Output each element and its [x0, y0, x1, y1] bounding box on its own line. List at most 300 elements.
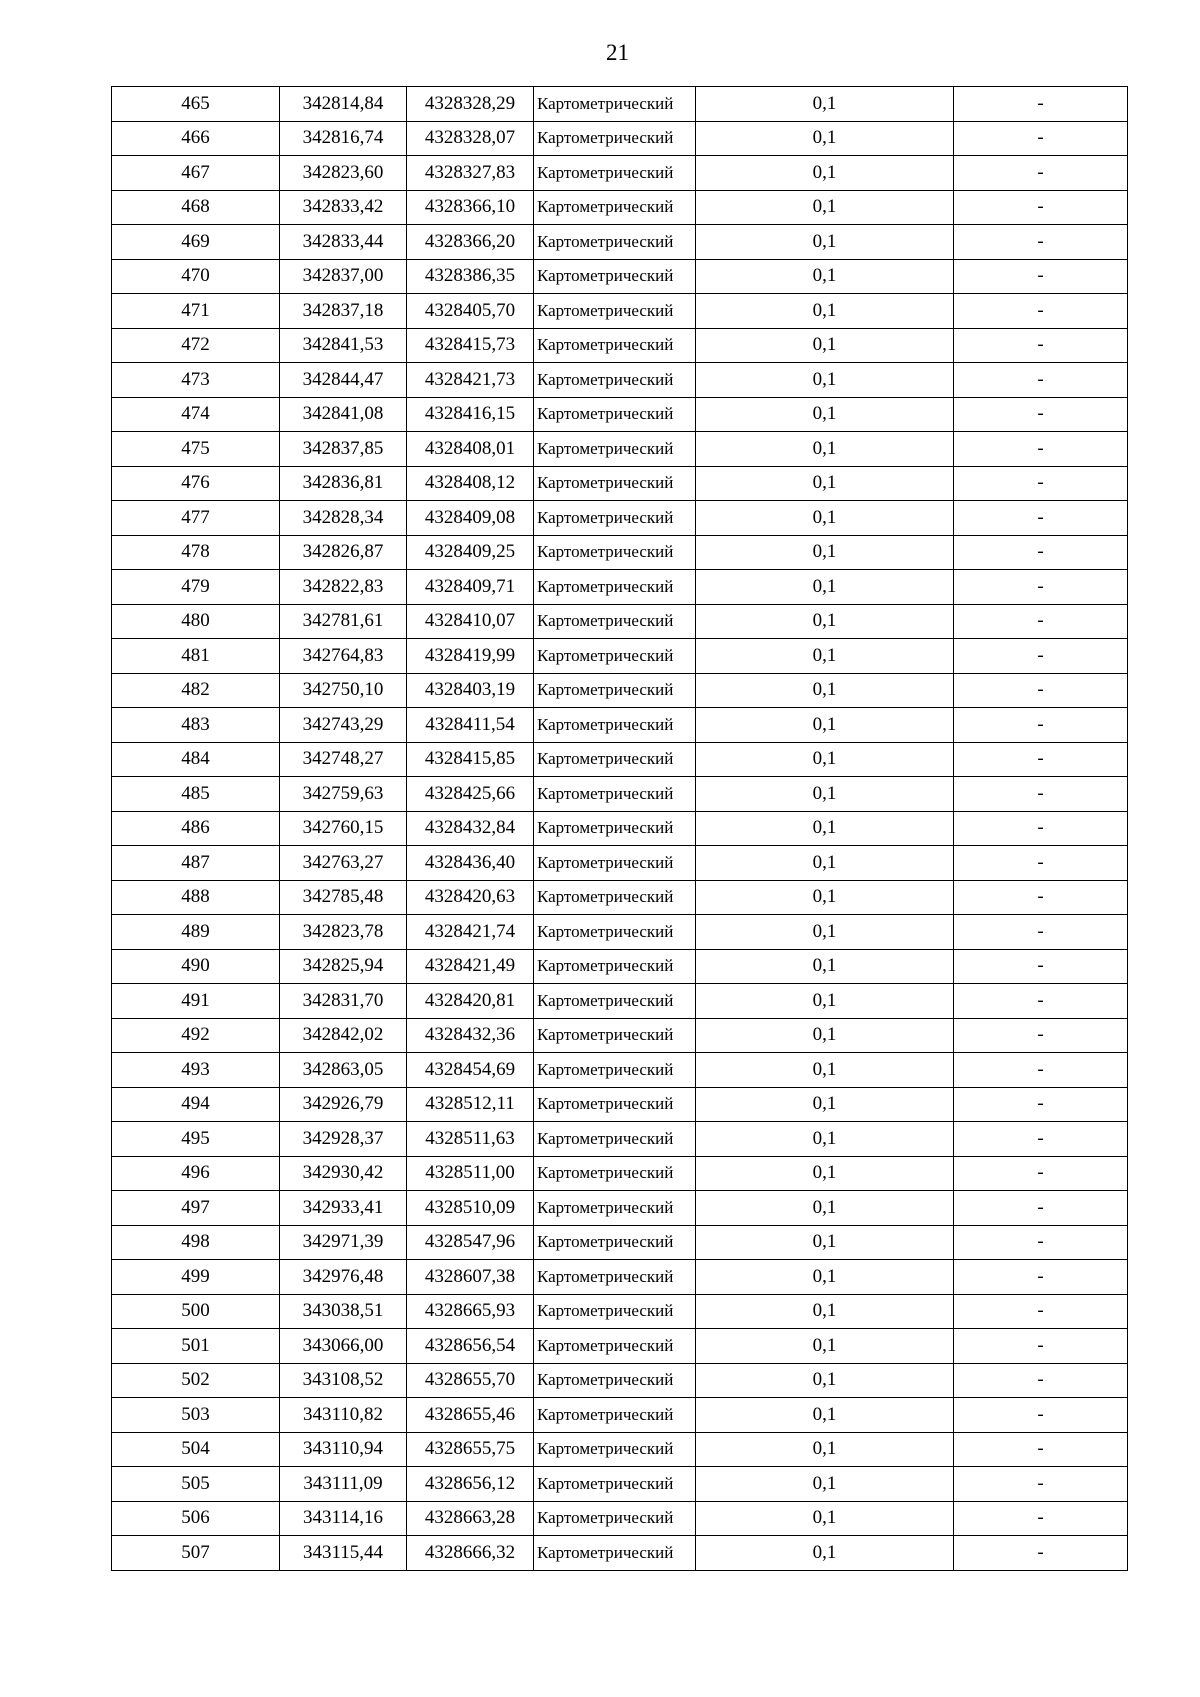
accuracy-cell: 0,1 [696, 708, 954, 743]
coord-y-cell: 4328607,38 [407, 1260, 534, 1295]
coord-x-cell: 343110,82 [280, 1398, 407, 1433]
coord-x-cell: 342844,47 [280, 363, 407, 398]
note-cell: - [954, 190, 1128, 225]
note-cell: - [954, 121, 1128, 156]
point-number-cell: 476 [112, 466, 280, 501]
coord-x-cell: 342837,85 [280, 432, 407, 467]
accuracy-cell: 0,1 [696, 501, 954, 536]
table-row [112, 432, 1128, 467]
point-number-cell: 492 [112, 1018, 280, 1053]
method-cell: Картометрический [534, 846, 696, 881]
coordinates-table-body [112, 87, 1128, 1571]
note-cell: - [954, 363, 1128, 398]
table-row [112, 501, 1128, 536]
point-number-cell: 468 [112, 190, 280, 225]
method-cell: Картометрический [534, 1260, 696, 1295]
note-cell: - [954, 1053, 1128, 1088]
note-cell: - [954, 259, 1128, 294]
note-cell: - [954, 1432, 1128, 1467]
table-row [112, 742, 1128, 777]
coord-y-cell: 4328421,49 [407, 949, 534, 984]
coord-x-cell: 342831,70 [280, 984, 407, 1019]
coord-y-cell: 4328656,54 [407, 1329, 534, 1364]
table-row [112, 190, 1128, 225]
point-number-cell: 472 [112, 328, 280, 363]
accuracy-cell: 0,1 [696, 1191, 954, 1226]
method-cell: Картометрический [534, 570, 696, 605]
method-cell: Картометрический [534, 190, 696, 225]
coord-x-cell: 342816,74 [280, 121, 407, 156]
table-row [112, 604, 1128, 639]
method-cell: Картометрический [534, 880, 696, 915]
coord-x-cell: 342825,94 [280, 949, 407, 984]
coord-x-cell: 342764,83 [280, 639, 407, 674]
table-row [112, 397, 1128, 432]
point-number-cell: 470 [112, 259, 280, 294]
accuracy-cell: 0,1 [696, 466, 954, 501]
coord-y-cell: 4328421,73 [407, 363, 534, 398]
coord-y-cell: 4328408,01 [407, 432, 534, 467]
coord-y-cell: 4328454,69 [407, 1053, 534, 1088]
point-number-cell: 486 [112, 811, 280, 846]
coord-x-cell: 342748,27 [280, 742, 407, 777]
coord-y-cell: 4328328,29 [407, 87, 534, 122]
note-cell: - [954, 742, 1128, 777]
point-number-cell: 471 [112, 294, 280, 329]
accuracy-cell: 0,1 [696, 777, 954, 812]
point-number-cell: 477 [112, 501, 280, 536]
point-number-cell: 493 [112, 1053, 280, 1088]
coord-x-cell: 342836,81 [280, 466, 407, 501]
point-number-cell: 482 [112, 673, 280, 708]
table-row [112, 915, 1128, 950]
coord-y-cell: 4328665,93 [407, 1294, 534, 1329]
point-number-cell: 465 [112, 87, 280, 122]
coord-x-cell: 342828,34 [280, 501, 407, 536]
note-cell: - [954, 294, 1128, 329]
method-cell: Картометрический [534, 466, 696, 501]
method-cell: Картометрический [534, 535, 696, 570]
coord-x-cell: 342823,78 [280, 915, 407, 950]
note-cell: - [954, 811, 1128, 846]
coord-x-cell: 342781,61 [280, 604, 407, 639]
accuracy-cell: 0,1 [696, 156, 954, 191]
method-cell: Картометрический [534, 1225, 696, 1260]
accuracy-cell: 0,1 [696, 1536, 954, 1571]
coord-y-cell: 4328403,19 [407, 673, 534, 708]
table-row [112, 708, 1128, 743]
note-cell: - [954, 1087, 1128, 1122]
method-cell: Картометрический [534, 87, 696, 122]
coord-x-cell: 342841,08 [280, 397, 407, 432]
coord-x-cell: 342863,05 [280, 1053, 407, 1088]
coord-y-cell: 4328656,12 [407, 1467, 534, 1502]
method-cell: Картометрический [534, 1087, 696, 1122]
point-number-cell: 489 [112, 915, 280, 950]
method-cell: Картометрический [534, 1398, 696, 1433]
coord-y-cell: 4328510,09 [407, 1191, 534, 1226]
coordinates-table [111, 86, 1128, 1571]
coord-x-cell: 342837,18 [280, 294, 407, 329]
table-row [112, 811, 1128, 846]
table-row [112, 1053, 1128, 1088]
point-number-cell: 474 [112, 397, 280, 432]
table-row [112, 639, 1128, 674]
coord-x-cell: 342759,63 [280, 777, 407, 812]
coord-y-cell: 4328511,00 [407, 1156, 534, 1191]
method-cell: Картометрический [534, 225, 696, 260]
coord-y-cell: 4328419,99 [407, 639, 534, 674]
table-row [112, 1260, 1128, 1295]
point-number-cell: 504 [112, 1432, 280, 1467]
method-cell: Картометрический [534, 432, 696, 467]
table-row [112, 1225, 1128, 1260]
coord-y-cell: 4328415,73 [407, 328, 534, 363]
coord-y-cell: 4328655,75 [407, 1432, 534, 1467]
accuracy-cell: 0,1 [696, 915, 954, 950]
coord-x-cell: 343066,00 [280, 1329, 407, 1364]
note-cell: - [954, 1225, 1128, 1260]
point-number-cell: 480 [112, 604, 280, 639]
accuracy-cell: 0,1 [696, 1467, 954, 1502]
coord-y-cell: 4328432,36 [407, 1018, 534, 1053]
method-cell: Картометрический [534, 604, 696, 639]
point-number-cell: 473 [112, 363, 280, 398]
coord-x-cell: 342833,44 [280, 225, 407, 260]
note-cell: - [954, 846, 1128, 881]
coord-y-cell: 4328366,20 [407, 225, 534, 260]
table-row [112, 949, 1128, 984]
point-number-cell: 484 [112, 742, 280, 777]
coord-y-cell: 4328386,35 [407, 259, 534, 294]
point-number-cell: 502 [112, 1363, 280, 1398]
method-cell: Картометрический [534, 397, 696, 432]
note-cell: - [954, 570, 1128, 605]
method-cell: Картометрический [534, 501, 696, 536]
table-row [112, 294, 1128, 329]
point-number-cell: 481 [112, 639, 280, 674]
accuracy-cell: 0,1 [696, 1087, 954, 1122]
coord-x-cell: 342976,48 [280, 1260, 407, 1295]
table-row [112, 87, 1128, 122]
coord-y-cell: 4328409,25 [407, 535, 534, 570]
accuracy-cell: 0,1 [696, 880, 954, 915]
accuracy-cell: 0,1 [696, 190, 954, 225]
accuracy-cell: 0,1 [696, 1363, 954, 1398]
coord-y-cell: 4328328,07 [407, 121, 534, 156]
note-cell: - [954, 397, 1128, 432]
method-cell: Картометрический [534, 1432, 696, 1467]
note-cell: - [954, 1467, 1128, 1502]
accuracy-cell: 0,1 [696, 87, 954, 122]
method-cell: Картометрический [534, 1467, 696, 1502]
note-cell: - [954, 1156, 1128, 1191]
method-cell: Картометрический [534, 1191, 696, 1226]
note-cell: - [954, 535, 1128, 570]
coord-x-cell: 343108,52 [280, 1363, 407, 1398]
table-row [112, 225, 1128, 260]
table-row [112, 880, 1128, 915]
coord-x-cell: 342814,84 [280, 87, 407, 122]
coord-x-cell: 342841,53 [280, 328, 407, 363]
note-cell: - [954, 777, 1128, 812]
table-row [112, 1294, 1128, 1329]
note-cell: - [954, 1191, 1128, 1226]
coord-x-cell: 343110,94 [280, 1432, 407, 1467]
point-number-cell: 506 [112, 1501, 280, 1536]
point-number-cell: 466 [112, 121, 280, 156]
point-number-cell: 500 [112, 1294, 280, 1329]
coord-x-cell: 342750,10 [280, 673, 407, 708]
method-cell: Картометрический [534, 1122, 696, 1157]
method-cell: Картометрический [534, 294, 696, 329]
table-row [112, 777, 1128, 812]
coord-x-cell: 343038,51 [280, 1294, 407, 1329]
table-row [112, 466, 1128, 501]
method-cell: Картометрический [534, 363, 696, 398]
note-cell: - [954, 880, 1128, 915]
note-cell: - [954, 1536, 1128, 1571]
coord-x-cell: 342930,42 [280, 1156, 407, 1191]
coord-y-cell: 4328436,40 [407, 846, 534, 881]
coord-y-cell: 4328409,08 [407, 501, 534, 536]
point-number-cell: 497 [112, 1191, 280, 1226]
point-number-cell: 498 [112, 1225, 280, 1260]
coord-y-cell: 4328663,28 [407, 1501, 534, 1536]
coord-y-cell: 4328420,63 [407, 880, 534, 915]
note-cell: - [954, 1363, 1128, 1398]
accuracy-cell: 0,1 [696, 673, 954, 708]
note-cell: - [954, 915, 1128, 950]
accuracy-cell: 0,1 [696, 259, 954, 294]
coord-y-cell: 4328547,96 [407, 1225, 534, 1260]
coord-x-cell: 342763,27 [280, 846, 407, 881]
accuracy-cell: 0,1 [696, 1018, 954, 1053]
note-cell: - [954, 639, 1128, 674]
coord-x-cell: 342928,37 [280, 1122, 407, 1157]
accuracy-cell: 0,1 [696, 846, 954, 881]
note-cell: - [954, 604, 1128, 639]
note-cell: - [954, 225, 1128, 260]
table-row [112, 328, 1128, 363]
method-cell: Картометрический [534, 811, 696, 846]
table-row [112, 1363, 1128, 1398]
table-row [112, 1122, 1128, 1157]
point-number-cell: 494 [112, 1087, 280, 1122]
point-number-cell: 478 [112, 535, 280, 570]
note-cell: - [954, 1398, 1128, 1433]
method-cell: Картометрический [534, 328, 696, 363]
note-cell: - [954, 501, 1128, 536]
coord-y-cell: 4328655,46 [407, 1398, 534, 1433]
coord-x-cell: 343114,16 [280, 1501, 407, 1536]
table-row [112, 1536, 1128, 1571]
method-cell: Картометрический [534, 1053, 696, 1088]
coord-x-cell: 342833,42 [280, 190, 407, 225]
accuracy-cell: 0,1 [696, 604, 954, 639]
point-number-cell: 507 [112, 1536, 280, 1571]
note-cell: - [954, 1018, 1128, 1053]
coord-x-cell: 342785,48 [280, 880, 407, 915]
method-cell: Картометрический [534, 984, 696, 1019]
point-number-cell: 499 [112, 1260, 280, 1295]
method-cell: Картометрический [534, 1501, 696, 1536]
point-number-cell: 501 [112, 1329, 280, 1364]
method-cell: Картометрический [534, 1294, 696, 1329]
point-number-cell: 483 [112, 708, 280, 743]
point-number-cell: 496 [112, 1156, 280, 1191]
accuracy-cell: 0,1 [696, 742, 954, 777]
note-cell: - [954, 156, 1128, 191]
coord-x-cell: 342822,83 [280, 570, 407, 605]
method-cell: Картометрический [534, 673, 696, 708]
table-row [112, 363, 1128, 398]
method-cell: Картометрический [534, 915, 696, 950]
method-cell: Картометрический [534, 742, 696, 777]
note-cell: - [954, 1122, 1128, 1157]
accuracy-cell: 0,1 [696, 1122, 954, 1157]
method-cell: Картометрический [534, 156, 696, 191]
coord-x-cell: 343115,44 [280, 1536, 407, 1571]
accuracy-cell: 0,1 [696, 121, 954, 156]
accuracy-cell: 0,1 [696, 1156, 954, 1191]
coord-x-cell: 342971,39 [280, 1225, 407, 1260]
accuracy-cell: 0,1 [696, 1260, 954, 1295]
coord-x-cell: 342760,15 [280, 811, 407, 846]
accuracy-cell: 0,1 [696, 397, 954, 432]
coord-x-cell: 342743,29 [280, 708, 407, 743]
accuracy-cell: 0,1 [696, 225, 954, 260]
coord-x-cell: 343111,09 [280, 1467, 407, 1502]
accuracy-cell: 0,1 [696, 535, 954, 570]
point-number-cell: 495 [112, 1122, 280, 1157]
coord-x-cell: 342933,41 [280, 1191, 407, 1226]
coord-y-cell: 4328410,07 [407, 604, 534, 639]
table-row [112, 535, 1128, 570]
point-number-cell: 475 [112, 432, 280, 467]
note-cell: - [954, 1260, 1128, 1295]
note-cell: - [954, 432, 1128, 467]
coord-y-cell: 4328366,10 [407, 190, 534, 225]
coord-y-cell: 4328408,12 [407, 466, 534, 501]
table-row [112, 1018, 1128, 1053]
method-cell: Картометрический [534, 1536, 696, 1571]
coord-y-cell: 4328420,81 [407, 984, 534, 1019]
accuracy-cell: 0,1 [696, 432, 954, 467]
method-cell: Картометрический [534, 121, 696, 156]
coord-x-cell: 342823,60 [280, 156, 407, 191]
point-number-cell: 487 [112, 846, 280, 881]
accuracy-cell: 0,1 [696, 1329, 954, 1364]
method-cell: Картометрический [534, 639, 696, 674]
note-cell: - [954, 328, 1128, 363]
accuracy-cell: 0,1 [696, 1501, 954, 1536]
coord-y-cell: 4328416,15 [407, 397, 534, 432]
accuracy-cell: 0,1 [696, 984, 954, 1019]
accuracy-cell: 0,1 [696, 639, 954, 674]
coord-y-cell: 4328405,70 [407, 294, 534, 329]
method-cell: Картометрический [534, 1018, 696, 1053]
method-cell: Картометрический [534, 777, 696, 812]
table-row [112, 570, 1128, 605]
method-cell: Картометрический [534, 1329, 696, 1364]
table-row [112, 1191, 1128, 1226]
method-cell: Картометрический [534, 949, 696, 984]
note-cell: - [954, 708, 1128, 743]
note-cell: - [954, 949, 1128, 984]
note-cell: - [954, 466, 1128, 501]
coord-y-cell: 4328655,70 [407, 1363, 534, 1398]
accuracy-cell: 0,1 [696, 328, 954, 363]
accuracy-cell: 0,1 [696, 949, 954, 984]
table-row [112, 846, 1128, 881]
note-cell: - [954, 1329, 1128, 1364]
coord-y-cell: 4328511,63 [407, 1122, 534, 1157]
coord-y-cell: 4328415,85 [407, 742, 534, 777]
coord-y-cell: 4328421,74 [407, 915, 534, 950]
table-row [112, 156, 1128, 191]
accuracy-cell: 0,1 [696, 811, 954, 846]
table-row [112, 984, 1128, 1019]
point-number-cell: 503 [112, 1398, 280, 1433]
accuracy-cell: 0,1 [696, 1053, 954, 1088]
table-row [112, 1329, 1128, 1364]
page-number: 21 [606, 40, 629, 65]
table-row [112, 1398, 1128, 1433]
point-number-cell: 467 [112, 156, 280, 191]
accuracy-cell: 0,1 [696, 1294, 954, 1329]
coord-y-cell: 4328409,71 [407, 570, 534, 605]
table-row [112, 1501, 1128, 1536]
table-row [112, 259, 1128, 294]
table-row [112, 121, 1128, 156]
method-cell: Картометрический [534, 1363, 696, 1398]
note-cell: - [954, 1501, 1128, 1536]
table-row [112, 1432, 1128, 1467]
note-cell: - [954, 1294, 1128, 1329]
coord-y-cell: 4328432,84 [407, 811, 534, 846]
note-cell: - [954, 673, 1128, 708]
point-number-cell: 491 [112, 984, 280, 1019]
coord-y-cell: 4328411,54 [407, 708, 534, 743]
point-number-cell: 490 [112, 949, 280, 984]
accuracy-cell: 0,1 [696, 1432, 954, 1467]
coord-x-cell: 342842,02 [280, 1018, 407, 1053]
coord-x-cell: 342837,00 [280, 259, 407, 294]
point-number-cell: 469 [112, 225, 280, 260]
accuracy-cell: 0,1 [696, 363, 954, 398]
coord-y-cell: 4328327,83 [407, 156, 534, 191]
point-number-cell: 505 [112, 1467, 280, 1502]
coord-x-cell: 342826,87 [280, 535, 407, 570]
accuracy-cell: 0,1 [696, 570, 954, 605]
accuracy-cell: 0,1 [696, 1398, 954, 1433]
method-cell: Картометрический [534, 259, 696, 294]
method-cell: Картометрический [534, 1156, 696, 1191]
point-number-cell: 485 [112, 777, 280, 812]
note-cell: - [954, 87, 1128, 122]
point-number-cell: 479 [112, 570, 280, 605]
point-number-cell: 488 [112, 880, 280, 915]
coord-y-cell: 4328512,11 [407, 1087, 534, 1122]
method-cell: Картометрический [534, 708, 696, 743]
note-cell: - [954, 984, 1128, 1019]
coord-x-cell: 342926,79 [280, 1087, 407, 1122]
table-row [112, 1156, 1128, 1191]
table-row [112, 1467, 1128, 1502]
accuracy-cell: 0,1 [696, 1225, 954, 1260]
coord-y-cell: 4328425,66 [407, 777, 534, 812]
